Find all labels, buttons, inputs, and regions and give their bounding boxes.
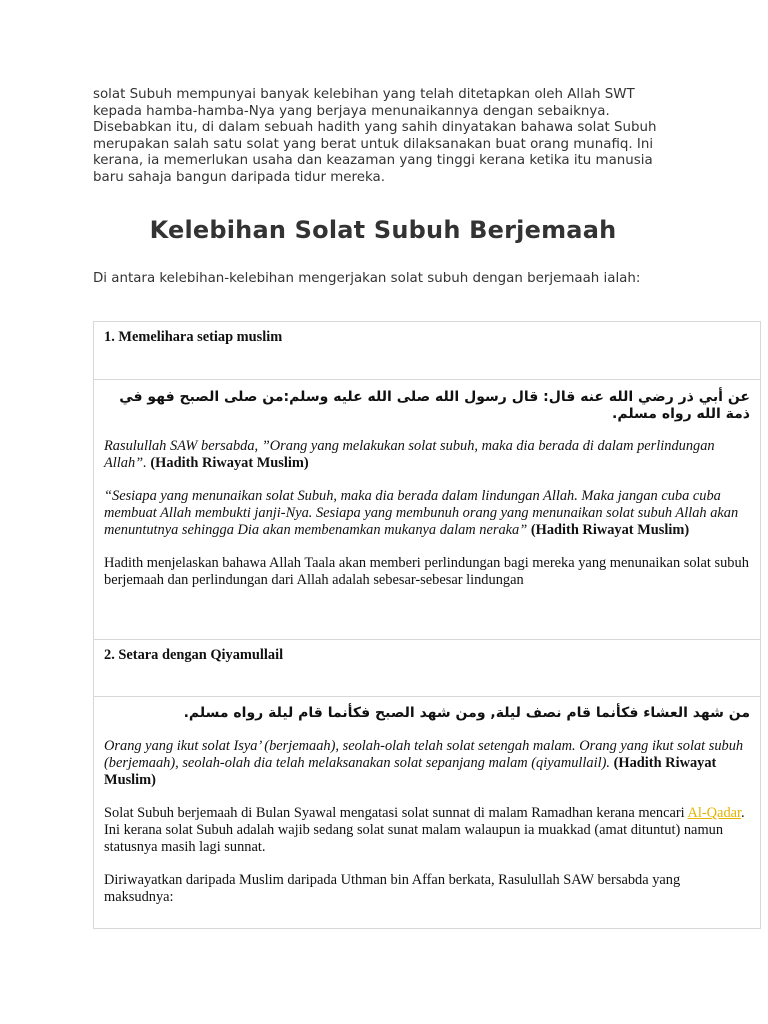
content-table <box>93 321 761 929</box>
section2-source1: (Hadith Riwayat Muslim) <box>104 755 717 788</box>
section2-body2: Diriwayatkan daripada Muslim daripada Uthman bin Affan berkata, Rasulullah SAW bersabda yang maksudnya: <box>104 872 681 905</box>
section1-quote1: Rasulullah SAW bersabda, ”Orang yang melakukan solat subuh, maka dia berada di dalam perlindungan Allah”. (Hadith Riwayat Muslim) <box>104 438 715 471</box>
section1-source1: (Hadith Riwayat Muslim) <box>150 455 309 471</box>
section2-title-cell <box>94 640 761 697</box>
section1-body: Hadith menjelaskan bahawa Allah Taala akan memberi perlindungan bagi mereka yang menunaikan solat subuh berjemaah dan perlindungan dari Allah adalah sebesar-sebesar lindungan <box>104 555 749 588</box>
section2-title: 2. Setara dengan Qiyamullail <box>104 647 284 663</box>
al-qadar-link[interactable]: Al-Qadar <box>687 805 742 821</box>
section2-arabic-text: من شهد العشاء فكأنما قام نصف ليلة, ومن شهد الصبح فكأنما قام ليلة رواه مسلم. <box>183 705 750 721</box>
section1-arabic-text: عن أبي ذر رضي الله عنه قال: قال رسول الله صلى الله عليه وسلم:من صلى الصبح فهو في ذمة الله رواه مسلم. <box>119 389 750 422</box>
intro-paragraph: solat Subuh mempunyai banyak kelebihan yang telah ditetapkan oleh Allah SWT kepada hamba-hamba-Nya yang berjaya menunaikannya dengan sebaiknya. Disebabkan itu, di dalam sebuah hadith yang sahih dinyatakan bahawa solat Subuh merupakan salah satu solat yang berat untuk dilaksanakan buat orang munafiq. Ini kerana, ia memerlukan usaha dan keazaman yang tinggi kerana ketika itu manusia baru sahaja bangun daripada tidur mereka. <box>93 87 657 185</box>
section1-source2: (Hadith Riwayat Muslim) <box>530 522 690 538</box>
table-row <box>94 380 761 640</box>
table-row <box>94 322 761 380</box>
section2-body1: Solat Subuh berjemaah di Bulan Syawal mengatasi solat sunnat di malam Ramadhan kerana mencari Al-Qadar. Ini kerana solat Subuh adalah wajib sedang solat sunat malam walaupun ia muakkad (amat dituntut) namun statusnya masih lagi sunnat. <box>104 805 745 855</box>
section2-body-cell <box>94 697 761 929</box>
table-row <box>94 697 761 929</box>
section1-title: 1. Memelihara setiap muslim <box>104 329 283 345</box>
page-heading: Kelebihan Solat Subuh Berjemaah <box>149 216 617 244</box>
section1-body-cell <box>94 380 761 640</box>
table-row <box>94 640 761 697</box>
section1-title-cell <box>94 322 761 380</box>
section1-quote2: “Sesiapa yang menunaikan solat Subuh, maka dia berada dalam lindungan Allah. Maka jangan cuba cuba membuat Allah membukti janji-Nya. Sesiapa yang membunuh orang yang menunaikan solat subuh Allah akan menuntutnya sehingga Dia akan membenamkan mukanya dalam neraka” (Hadith Riwayat Muslim) <box>104 488 739 538</box>
lead-paragraph: Di antara kelebihan-kelebihan mengerjakan solat subuh dengan berjemaah ialah: <box>93 271 641 286</box>
section2-quote1: Orang yang ikut solat Isya’ (berjemaah), seolah-olah telah solat setengah malam. Orang yang ikut solat subuh (berjemaah), seolah-olah dia telah melaksanakan solat sepanjang malam (qiyamullail). (Hadith Riwayat Muslim) <box>104 738 744 788</box>
